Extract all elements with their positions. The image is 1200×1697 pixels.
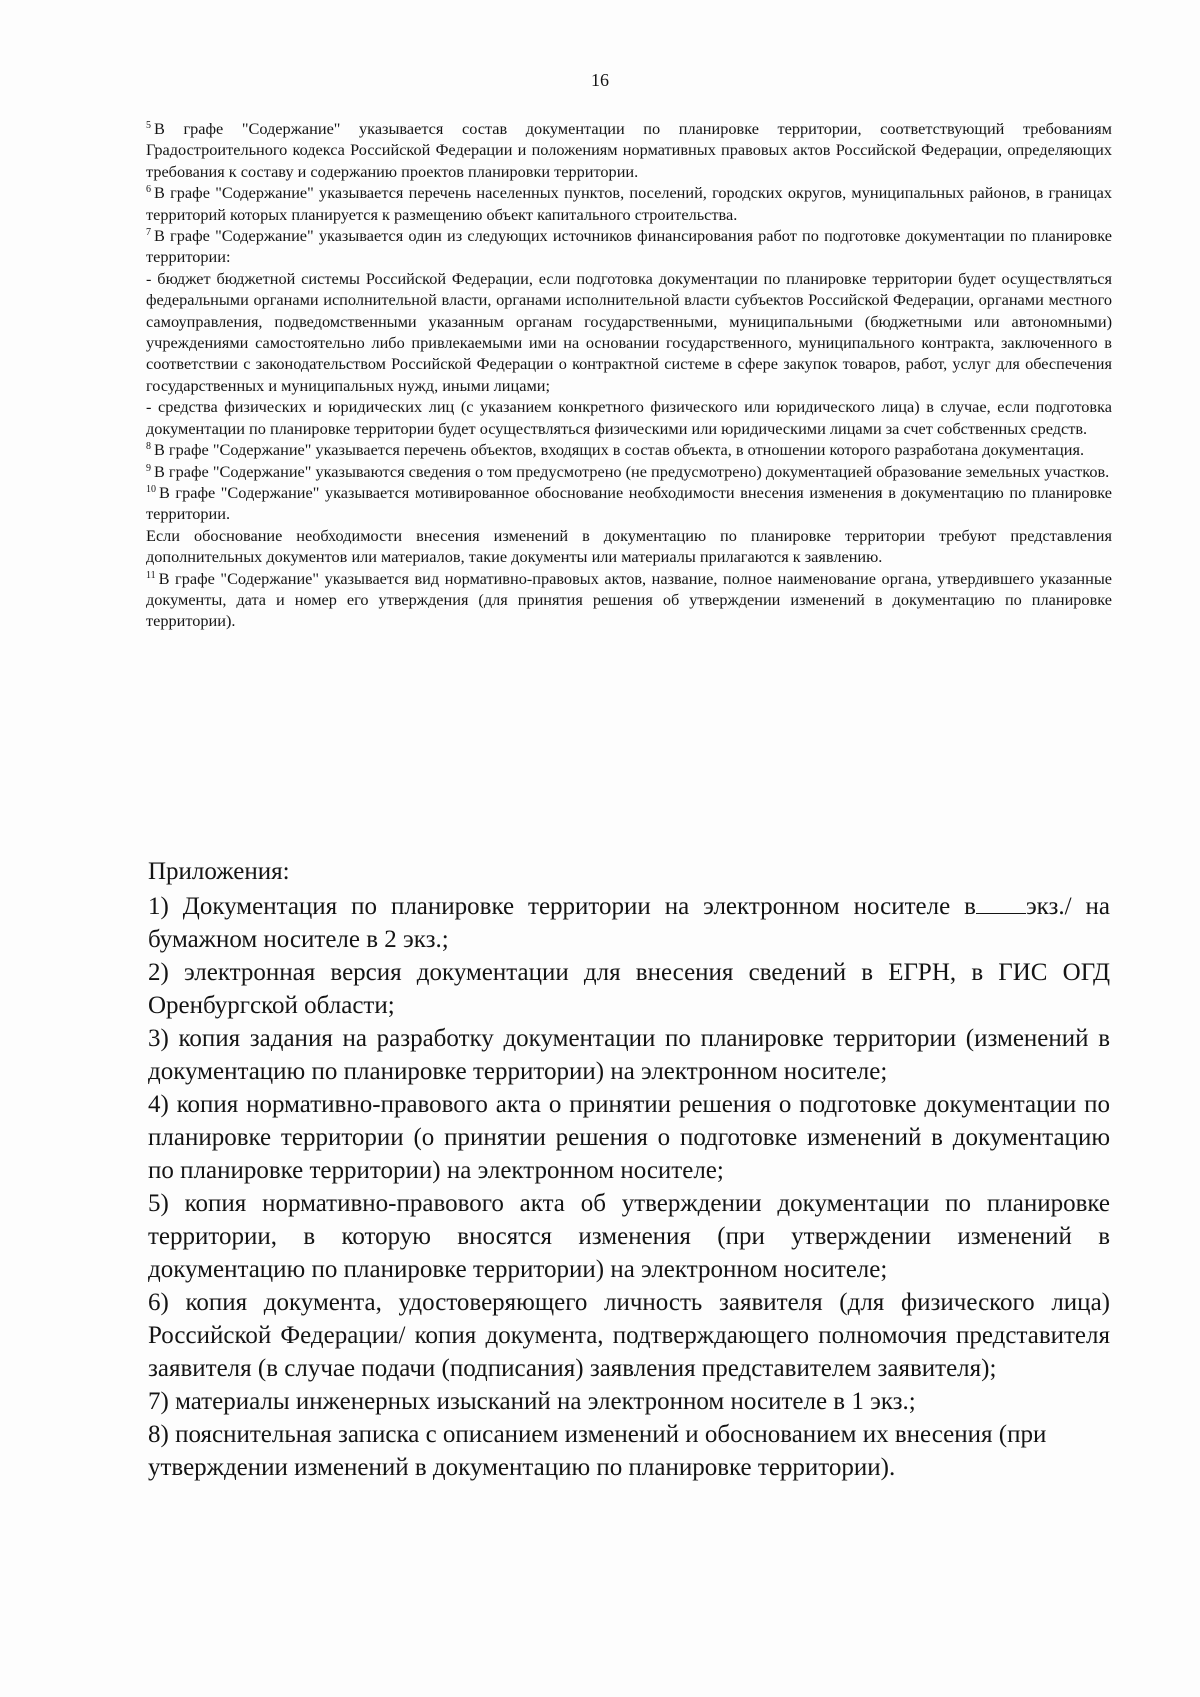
appendix-item: 8) пояснительная записка с описанием изменений и обоснованием их внесения (при утверждении изменений в документацию по планировке территории). bbox=[148, 1421, 1047, 1481]
appendix-item: 4) копия нормативно-правового акта о принятии решения о подготовке документации по планировке территории (о принятии решения о подготовке изменений в документацию по планировке территории) на электронном носителе; bbox=[148, 1091, 1110, 1184]
footnote bbox=[146, 225, 1112, 268]
appendix-item: 7) материалы инженерных изысканий на электронном носителе в 1 экз.; bbox=[148, 1388, 916, 1415]
appendix-title: Приложения: bbox=[148, 858, 290, 885]
footnote-text: В графе "Содержание" указывается мотивированное обоснование необходимости внесения изменения в документацию по планировке территории. bbox=[146, 482, 1112, 524]
footnote-number: 6 bbox=[146, 184, 151, 196]
footnote-continuation bbox=[146, 525, 1112, 568]
footnotes bbox=[146, 118, 1112, 632]
footnote-text: В графе "Содержание" указывается перечень объектов, входящих в состав объекта, в отношении которого разработана документация. bbox=[154, 440, 1085, 460]
footnote-number: 11 bbox=[146, 569, 156, 581]
appendix-section bbox=[148, 855, 1110, 1484]
appendix-item: 2) электронная версия документации для внесения сведений в ЕГРН, в ГИС ОГД Оренбургской области; bbox=[148, 959, 1110, 1019]
footnote-continuation bbox=[146, 268, 1112, 396]
footnote-number: 7 bbox=[146, 227, 151, 239]
footnote-number: 9 bbox=[146, 462, 151, 474]
appendix-item bbox=[148, 890, 1110, 956]
footnote bbox=[146, 439, 1112, 460]
footnote bbox=[146, 482, 1112, 525]
footnote-text: В графе "Содержание" указывается один из следующих источников финансирования работ по подготовке документации по планировке территории: bbox=[146, 226, 1112, 267]
footnote-number: 10 bbox=[146, 483, 156, 495]
appendix-item: 5) копия нормативно-правового акта об утверждении документации по планировке территории, в которую вносятся изменения (при утверждении изменений в документацию по планировке территории) на электронном носителе; bbox=[148, 1190, 1110, 1283]
footnote bbox=[146, 461, 1112, 482]
footnote-text: В графе "Содержание" указываются сведения о том предусмотрено (не предусмотрено) документацией образование земельных участков. bbox=[154, 461, 1110, 481]
copies-blank-field bbox=[976, 913, 1026, 914]
footnote-text: Если обоснование необходимости внесения изменений в документацию по планировке территории требуют представления дополнительных документов или материалов, такие документы или материалы прилагаются к заявлению. bbox=[146, 525, 1112, 567]
footnote-text: В графе "Содержание" указывается вид нормативно-правовых актов, название, полное наименование органа, утвердившего указанные документы, дата и номер его утверждения (для принятия решения об утверждении изменений в документацию по планировке территории). bbox=[146, 568, 1112, 631]
footnote-continuation bbox=[146, 396, 1112, 439]
footnote-text: В графе "Содержание" указывается состав документации по планировке территории, соответствующий требованиям Градостроительного кодекса Российской Федерации и положениям нормативных правовых актов Российской Федерации, определяющих требования к составу и содержанию проектов планировки территории. bbox=[146, 119, 1112, 181]
footnote-number: 5 bbox=[146, 120, 151, 131]
appendix-item: 6) копия документа, удостоверяющего личность заявителя (для физического лица) Российской Федерации/ копия документа, подтверждающего полномочия представителя заявителя (в случае подачи (подписания) заявления представителем заявителя); bbox=[148, 1289, 1110, 1382]
footnote-text: - бюджет бюджетной системы Российской Федерации, если подготовка документации по планировке территории будет осуществляться федеральными органами исполнительной власти, органами исполнительной власти субъектов Российской Федерации, органами местного самоуправления, подведомственными указанным органам государственными, муниципальными (бюджетными или автономными) учреждениями самостоятельно либо привлекаемыми ими на основании государственного, муниципального контракта, заключенного в соответствии с законодательством Российской Федерации о контрактной системе в сфере закупок товаров, работ, услуг для обеспечения государственных и муниципальных нужд, иными лицами; bbox=[146, 268, 1112, 395]
footnote bbox=[146, 118, 1112, 182]
footnote bbox=[146, 568, 1112, 632]
appendix-item-text: экз./ на бумажном носителе в 2 экз.; bbox=[148, 893, 1110, 953]
footnote-number: 8 bbox=[146, 441, 151, 453]
footnote-text: В графе "Содержание" указывается перечень населенных пунктов, поселений, городских округов, муниципальных районов, в границах территорий которых планируется к размещению объект капитального строительства. bbox=[146, 183, 1112, 224]
page-number: 16 bbox=[591, 70, 609, 90]
appendix-item: 3) копия задания на разработку документации по планировке территории (изменений в документацию по планировке территории) на электронном носителе; bbox=[148, 1025, 1110, 1085]
appendix-item-text: 1) Документация по планировке территории на электронном носителе в bbox=[148, 893, 976, 920]
footnote bbox=[146, 182, 1112, 225]
footnote-text: - средства физических и юридических лиц (с указанием конкретного физического или юридического лица) в случае, если подготовка документации по планировке территории будет осуществляться физическими или юридическими лицами за счет собственных средств. bbox=[146, 397, 1112, 438]
